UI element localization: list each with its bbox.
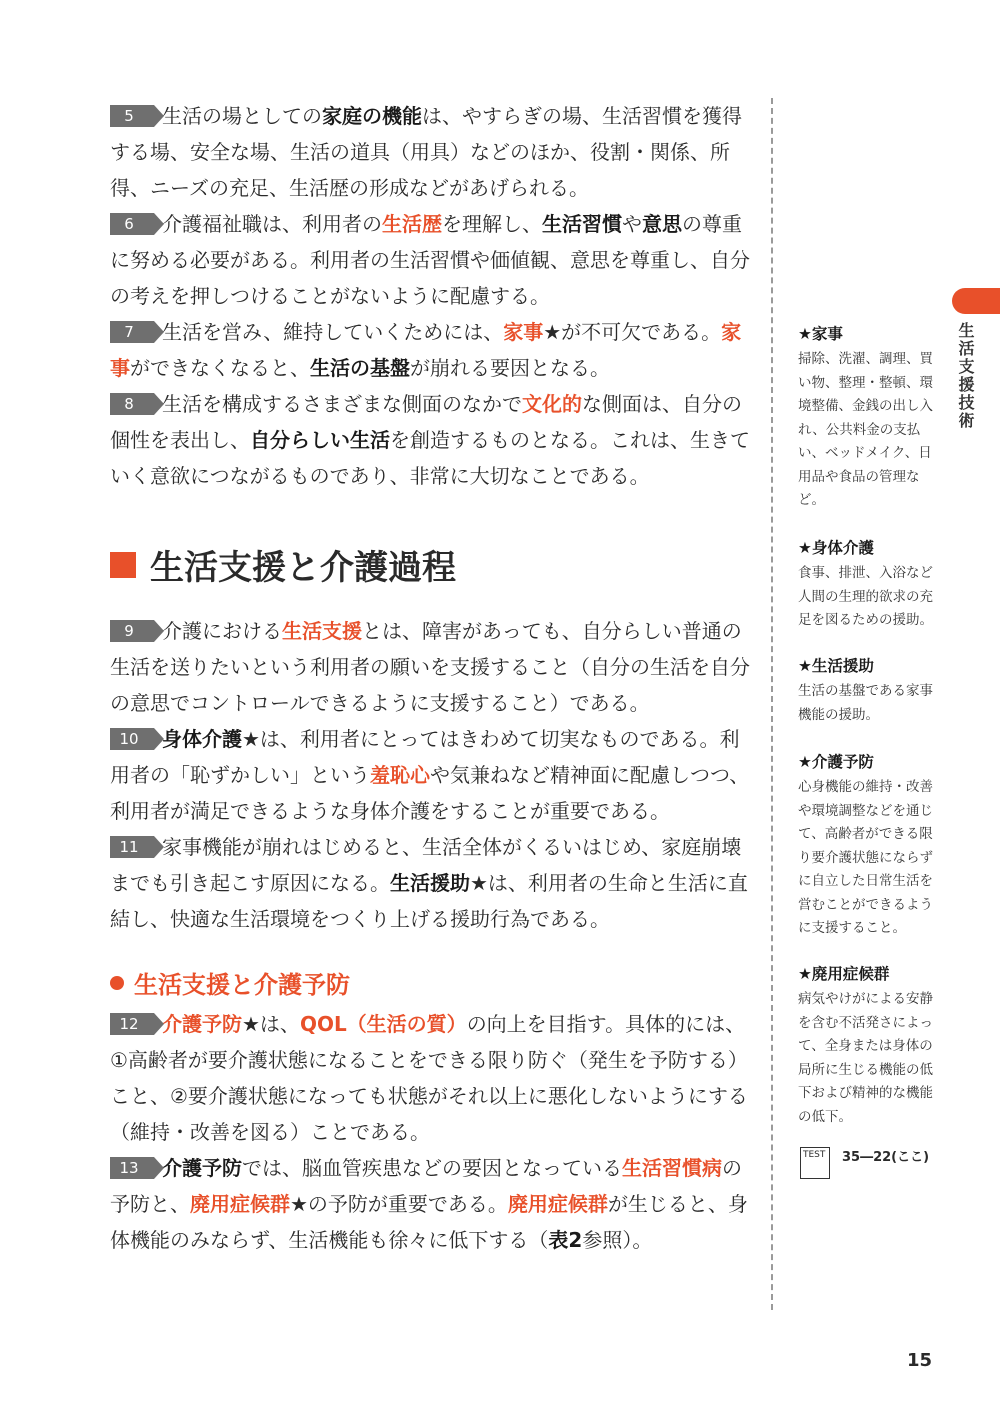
column-divider xyxy=(771,98,773,1310)
glossary-term: ★生活援助 xyxy=(798,657,874,675)
item-number-badge: 5 xyxy=(110,105,154,127)
key-term-red: 生活習慣病 xyxy=(622,1156,722,1180)
key-term-red: 生活歴 xyxy=(382,212,442,236)
item-number-badge: 10 xyxy=(110,728,154,750)
glossary-term: ★身体介護 xyxy=(798,539,874,557)
test-icon: TEST xyxy=(800,1147,830,1179)
section-title: 生活支援と介護過程 xyxy=(150,548,456,588)
key-term-red: 廃用症候群 xyxy=(507,1192,608,1216)
list-item xyxy=(110,721,750,829)
item-text: 家事機能が崩れはじめると、生活全体がくるいはじめ、家庭崩壊までも引き起こす原因になる。 xyxy=(110,835,742,895)
item-text: ★の予防が重要である。 xyxy=(290,1192,508,1216)
key-term-red: 生活支援 xyxy=(282,619,362,643)
item-text: や xyxy=(622,212,642,236)
key-term-red: 廃用症候群 xyxy=(190,1192,290,1216)
key-term-red: 羞恥心 xyxy=(370,763,430,787)
main-column xyxy=(110,98,750,1258)
item-text: ★が不可欠である。 xyxy=(543,320,722,344)
glossary-definition: 病気やけがによる安静を含む不活発さによって、全身または身体の局所に生じる機能の低下および精神的な機能の低下。 xyxy=(798,991,933,1125)
key-term-red: 家事 xyxy=(503,320,544,344)
item-text: が崩れる要因となる。 xyxy=(410,356,610,380)
key-term-bold: 意思 xyxy=(642,212,682,236)
key-term-bold: 生活援助 xyxy=(390,871,470,895)
glossary-entry xyxy=(798,322,940,513)
key-term-bold: 家庭の機能 xyxy=(322,104,422,128)
item-number-badge: 12 xyxy=(110,1013,154,1035)
item-text: 介護福祉職は、利用者の xyxy=(162,212,382,236)
item-text: の尊重に努める必要がある。利用者の生活習慣や価値観、意思を尊重し、自分の考えを押しつけることがないように配慮する。 xyxy=(110,212,750,308)
list-item xyxy=(110,98,750,206)
item-text: の予防と、 xyxy=(110,1156,742,1216)
glossary-entry xyxy=(798,750,940,941)
item-text: が生じると、身体機能のみならず、生活機能も徐々に低下する（ xyxy=(110,1192,748,1252)
item-number-badge: 9 xyxy=(110,620,154,642)
item-text: 生活の場としての xyxy=(162,104,322,128)
chapter-tab xyxy=(952,288,1000,314)
key-term-bold: 自分らしい生活 xyxy=(250,428,390,452)
item-text: では、脳血管疾患などの要因となっている xyxy=(242,1156,622,1180)
list-item xyxy=(110,206,750,314)
section-heading xyxy=(110,540,750,589)
item-group-2 xyxy=(110,613,750,937)
glossary-term: ★廃用症候群 xyxy=(798,965,890,983)
item-text: ★は、 xyxy=(242,1012,300,1036)
glossary-definition: 食事、排泄、入浴など人間の生理的欲求の充足を図るための援助。 xyxy=(798,565,933,628)
chapter-label: 生活支援技術 xyxy=(956,322,975,430)
item-text: 生活を構成するさまざまな側面のなかで xyxy=(162,392,522,416)
key-term-red: 介護予防 xyxy=(162,1012,242,1036)
key-term-bold: 介護予防 xyxy=(162,1156,242,1180)
item-text: とは、障害があっても、自分らしい普通の生活を送りたいという利用者の願いを支援すること（自分の生活を自分の意思でコントロールできるように支援すること）である。 xyxy=(110,619,750,715)
item-text: 参照）。 xyxy=(582,1228,653,1252)
key-term-red: QOL（生活の質） xyxy=(299,1012,467,1036)
circle-bullet-icon xyxy=(110,976,124,990)
item-text: 生活を営み、維持していくためには、 xyxy=(162,320,504,344)
glossary-definition: 掃除、洗濯、調理、買い物、整理・整頓、環境整備、金銭の出し入れ、公共料金の支払い、ベッドメイク、日用品や食品の管理など。 xyxy=(798,351,933,508)
item-number-badge: 6 xyxy=(110,213,154,235)
item-text: ★は、利用者の生命と生活に直結し、快適な生活環境をつくり上げる援助行為である。 xyxy=(110,871,748,931)
page-number: 15 xyxy=(907,1350,933,1371)
item-group-1 xyxy=(110,98,750,494)
list-item xyxy=(110,1006,750,1150)
key-term-bold: 生活の基盤 xyxy=(310,356,410,380)
item-number-badge: 8 xyxy=(110,393,154,415)
subsection-title: 生活支援と介護予防 xyxy=(134,971,350,999)
list-item xyxy=(110,314,750,386)
item-text: を創造するものとなる。これは、生きていく意欲につながるものであり、非常に大切なことである。 xyxy=(110,428,750,488)
item-group-3 xyxy=(110,1006,750,1258)
glossary-definition: 生活の基盤である家事機能の援助。 xyxy=(798,683,933,723)
item-text: は、やすらぎの場、生活習慣を獲得する場、安全な場、生活の道具（用具）などのほか、役割・関係、所得、ニーズの充足、生活歴の形成などがあげられる。 xyxy=(110,104,742,200)
item-text: を理解し、 xyxy=(442,212,542,236)
item-number-badge: 11 xyxy=(110,836,154,858)
list-item xyxy=(110,386,750,494)
key-term-red: 家事 xyxy=(110,320,742,380)
glossary-entry xyxy=(798,654,940,727)
item-text: ★は、利用者にとってはきわめて切実なものである。利用者の「恥ずかしい」という xyxy=(110,727,740,787)
item-number-badge: 7 xyxy=(110,321,154,343)
list-item xyxy=(110,1150,750,1258)
glossary-definition: 心身機能の維持・改善や環境調整などを通じて、高齢者ができる限り要介護状態にならずに自立した日常生活を営むことができるように支援すること。 xyxy=(798,779,933,936)
list-item xyxy=(110,613,750,721)
item-text: ができなくなると、 xyxy=(130,356,310,380)
subsection-heading xyxy=(110,965,750,1000)
item-number-badge: 13 xyxy=(110,1157,154,1179)
key-term-red: 文化的 xyxy=(522,392,582,416)
item-text: の向上を目指す。具体的には、①高齢者が要介護状態になることをできる限り防ぐ（発生を予防する）こと、②要介護状態になっても状態がそれ以上に悪化しないようにする（維持・改善を図る）ことである。 xyxy=(110,1012,748,1144)
glossary-entry xyxy=(798,536,940,633)
key-term-bold: 表2 xyxy=(548,1228,583,1252)
list-item xyxy=(110,829,750,937)
key-term-bold: 生活習慣 xyxy=(542,212,622,236)
glossary-entry xyxy=(798,962,940,1129)
glossary-term: ★家事 xyxy=(798,325,843,343)
item-text: 介護における xyxy=(162,619,282,643)
glossary-term: ★介護予防 xyxy=(798,753,874,771)
item-text: な側面は、自分の個性を表出し、 xyxy=(110,392,742,452)
item-text: や気兼ねなど精神面に配慮しつつ、利用者が満足できるような身体介護をすることが重要である。 xyxy=(110,763,750,823)
key-term-bold: 身体介護 xyxy=(162,727,242,751)
square-bullet-icon xyxy=(110,552,136,578)
test-reference: 35―22(ここ) xyxy=(842,1150,930,1165)
